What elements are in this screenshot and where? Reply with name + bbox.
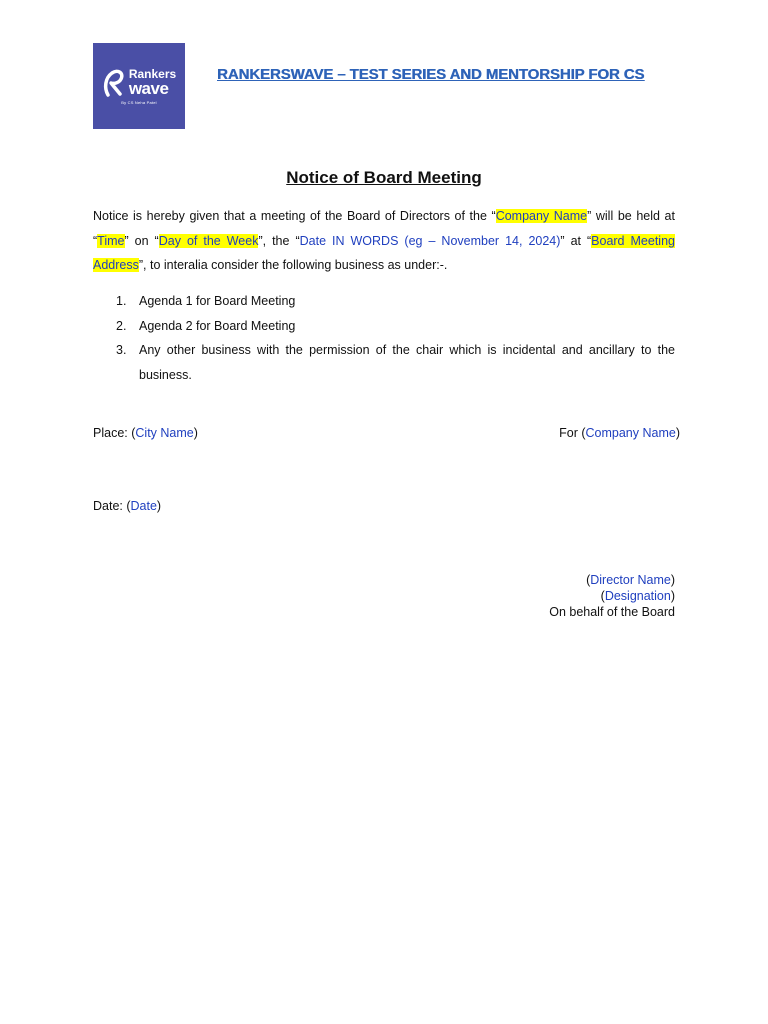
agenda-number: 3. — [116, 343, 127, 357]
place-label: Place: ( — [93, 426, 136, 440]
close-paren: ) — [675, 426, 680, 440]
placeholder-day-of-week: Day of the Week — [158, 233, 259, 248]
placeholder-designation: Designation — [604, 589, 671, 603]
close-paren: ) — [156, 499, 162, 513]
agenda-number: 2. — [116, 318, 127, 333]
on-behalf-line: On behalf of the Board — [549, 605, 675, 619]
logo-words — [129, 68, 176, 97]
logo-r-mark-icon — [102, 68, 126, 98]
placeholder-for-company: Company Name — [585, 426, 676, 440]
for-label: For ( — [559, 426, 586, 440]
agenda-text: Agenda 1 for Board Meeting — [139, 294, 296, 308]
placeholder-time: Time — [97, 233, 125, 248]
agenda-text: Agenda 2 for Board Meeting — [139, 318, 296, 333]
logo-word-wave: wave — [128, 79, 169, 98]
placeholder-city-name: City Name — [135, 426, 194, 440]
date-line — [93, 499, 161, 513]
placeholder-director-name: Director Name — [590, 573, 671, 587]
intro-text-1: Notice is hereby given that a meeting of the Board of Directors of the “ — [93, 209, 496, 223]
intro-text-2: ” will be held at “ — [93, 209, 675, 248]
open-paren: ( — [586, 573, 591, 587]
place-line — [93, 426, 198, 440]
logo-row — [102, 68, 176, 98]
agenda-list — [93, 289, 675, 387]
notice-title: Notice of Board Meeting — [286, 168, 482, 187]
agenda-item — [93, 314, 675, 339]
brand-title: RANKERSWAVE – TEST SERIES AND MENTORSHIP FOR CS — [217, 66, 645, 83]
designation-line — [601, 589, 675, 603]
open-paren: ( — [600, 589, 605, 603]
rankerswave-logo — [93, 43, 185, 129]
close-paren: ) — [670, 589, 675, 603]
director-name-line — [586, 573, 675, 587]
logo-tagline: By CS Neha Patel — [121, 99, 157, 105]
placeholder-company-name: Company Name — [495, 209, 588, 223]
agenda-number: 1. — [116, 294, 127, 308]
agenda-text: Any other business with the permission of the chair which is incidental and ancillary to the business. — [139, 343, 675, 382]
placeholder-meeting-address: Board Meeting Address — [93, 233, 675, 272]
agenda-item — [93, 289, 675, 314]
notice-paragraph — [93, 204, 675, 278]
close-paren: ) — [670, 573, 675, 587]
intro-text-3: ” on “ — [124, 233, 159, 248]
intro-text-6: ”, to interalia consider the following business as under:-. — [138, 258, 448, 272]
agenda-item — [93, 338, 675, 387]
for-company-line — [559, 426, 680, 440]
intro-text-4: ”, the “ — [258, 233, 300, 248]
intro-text-5: ” at “ — [560, 233, 592, 248]
placeholder-date-in-words: Date IN WORDS (eg – November 14, 2024) — [299, 233, 561, 248]
date-label: Date: ( — [93, 499, 131, 513]
close-paren: ) — [193, 426, 198, 440]
placeholder-date: Date — [130, 499, 157, 513]
logo-word-rankers: Rankers — [128, 67, 177, 81]
